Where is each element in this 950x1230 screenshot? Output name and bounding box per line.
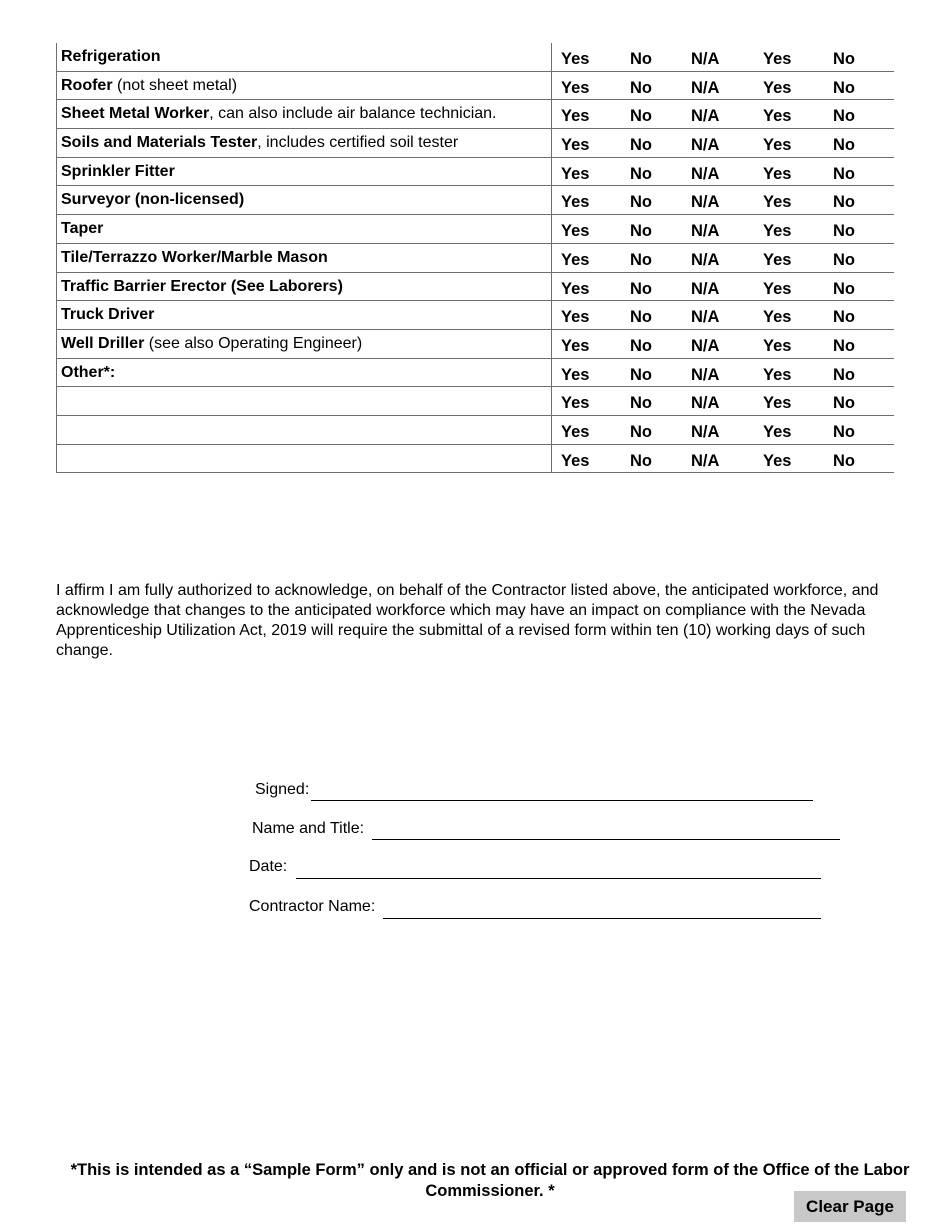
option-no-1[interactable]: No [630,451,652,470]
option-na-2[interactable]: N/A [691,422,720,441]
option-yes-3[interactable]: Yes [763,50,792,68]
option-na-2[interactable]: N/A [691,451,720,470]
option-no-4[interactable]: No [833,193,855,212]
trade-table [56,43,894,473]
option-yes-0[interactable]: Yes [561,451,590,470]
trade-name-cell [57,43,552,71]
trade-name-cell [57,186,552,214]
option-no-4[interactable]: No [833,78,855,97]
option-yes-3[interactable]: Yes [763,451,792,470]
option-yes-3[interactable]: Yes [763,394,792,413]
option-yes-3[interactable]: Yes [763,193,792,212]
trade-name: Tile/Terrazzo Worker/Marble Mason [61,248,328,266]
contractor-name-label: Contractor Name: [249,898,376,915]
date-line[interactable] [296,878,821,879]
option-na-2[interactable]: N/A [691,308,720,327]
affirmation-text: I affirm I am fully authorized to acknowledge, on behalf of the Contractor listed above, the anticipated workforce, and acknowledge that changes to the anticipated workforce which may have an impact on compliance with the Nevada Apprenticeship Utilization Act, 2019 will require the submittal of a revised form within ten (10) working days of such change. [56,582,879,659]
option-no-1[interactable]: No [630,50,652,68]
table-row [56,416,894,445]
option-yes-0[interactable]: Yes [561,193,590,212]
option-no-1[interactable]: No [630,107,652,126]
option-yes-0[interactable]: Yes [561,50,590,68]
option-no-1[interactable]: No [630,336,652,355]
option-no-1[interactable]: No [630,250,652,269]
trade-name-cell [57,215,552,243]
clear-page-button[interactable]: Clear Page [794,1191,906,1222]
contractor-name-line[interactable] [383,918,821,919]
option-na-2[interactable]: N/A [691,78,720,97]
trade-name-cell [57,129,552,157]
table-row [56,72,894,101]
table-row [56,387,894,416]
option-yes-3[interactable]: Yes [763,164,792,183]
trade-note: (not sheet metal) [112,76,238,94]
trade-name: Refrigeration [61,48,161,65]
option-no-1[interactable]: No [630,365,652,384]
table-row [56,158,894,187]
trade-name-cell [57,72,552,100]
trade-name-cell [57,158,552,186]
option-na-2[interactable]: N/A [691,136,720,155]
table-row [56,186,894,215]
signed-field[interactable] [255,781,309,799]
trade-note: (see also Operating Engineer) [144,334,363,352]
option-yes-0[interactable]: Yes [561,250,590,269]
option-no-4[interactable]: No [833,451,855,470]
name-title-label: Name and Title: [252,820,365,837]
trade-name: Sprinkler Fitter [61,162,175,180]
table-row [56,215,894,244]
trade-name-cell [57,445,552,473]
trade-note: , can also include air balance technician. [209,105,497,123]
table-row [56,445,894,474]
option-yes-0[interactable]: Yes [561,422,590,441]
trade-name-cell [57,244,552,272]
option-no-1[interactable]: No [630,422,652,441]
name-title-field[interactable] [252,820,364,838]
option-no-4[interactable]: No [833,365,855,384]
trade-name-cell [57,100,552,128]
trade-name: Traffic Barrier Erector (See Laborers) [61,277,343,295]
option-yes-0[interactable]: Yes [561,308,590,327]
option-na-2[interactable]: N/A [691,107,720,126]
option-na-2[interactable]: N/A [691,164,720,183]
date-field[interactable] [249,858,287,876]
option-yes-0[interactable]: Yes [561,336,590,355]
name-title-line[interactable] [372,839,840,840]
option-na-2[interactable]: N/A [691,336,720,355]
option-no-4[interactable]: No [833,107,855,126]
signed-label: Signed: [255,781,310,798]
option-yes-3[interactable]: Yes [763,250,792,269]
option-yes-0[interactable]: Yes [561,107,590,126]
option-no-4[interactable]: No [833,250,855,269]
signed-line[interactable] [311,800,813,801]
option-yes-3[interactable]: Yes [763,136,792,155]
trade-name: Soils and Materials Tester [61,134,258,152]
option-no-4[interactable]: No [833,50,855,68]
trade-name-cell [57,273,552,301]
option-yes-3[interactable]: Yes [763,365,792,384]
option-na-2[interactable]: N/A [691,250,720,269]
trade-name: Taper [61,220,104,238]
option-na-2[interactable]: N/A [691,222,720,241]
trade-name: Roofer [61,76,113,94]
date-label: Date: [249,858,288,875]
table-row [56,273,894,302]
trade-name: Other*: [61,363,116,381]
option-yes-3[interactable]: Yes [763,222,792,241]
table-row [56,43,894,72]
option-yes-3[interactable]: Yes [763,279,792,298]
option-yes-0[interactable]: Yes [561,394,590,413]
table-row [56,244,894,273]
option-na-2[interactable]: N/A [691,365,720,384]
option-yes-0[interactable]: Yes [561,222,590,241]
option-no-1[interactable]: No [630,78,652,97]
option-na-2[interactable]: N/A [691,394,720,413]
contractor-name-field[interactable] [249,898,375,916]
table-row [56,301,894,330]
option-no-1[interactable]: No [630,164,652,183]
trade-name: Sheet Metal Worker [61,105,210,123]
option-na-2[interactable]: N/A [691,193,720,212]
option-no-4[interactable]: No [833,336,855,355]
trade-name: Surveyor (non-licensed) [61,191,245,209]
option-yes-0[interactable]: Yes [561,279,590,298]
table-row [56,100,894,129]
option-no-1[interactable]: No [630,222,652,241]
option-na-2[interactable]: N/A [691,279,720,298]
sample-form-note: *This is intended as a “Sample Form” only and is not an official or approved form of the Office of the Labor Commissioner. * [70,1161,910,1200]
option-no-4[interactable]: No [833,422,855,441]
table-row [56,359,894,388]
option-no-4[interactable]: No [833,164,855,183]
option-yes-0[interactable]: Yes [561,136,590,155]
trade-name: Truck Driver [61,306,155,324]
option-yes-3[interactable]: Yes [763,336,792,355]
option-yes-3[interactable]: Yes [763,308,792,327]
option-no-4[interactable]: No [833,279,855,298]
option-no-1[interactable]: No [630,136,652,155]
option-no-4[interactable]: No [833,222,855,241]
trade-name-cell [57,301,552,329]
option-yes-0[interactable]: Yes [561,164,590,183]
option-na-2[interactable]: N/A [691,50,720,68]
trade-note: , includes certified soil tester [257,134,459,152]
option-no-1[interactable]: No [630,394,652,413]
option-yes-3[interactable]: Yes [763,78,792,97]
option-yes-3[interactable]: Yes [763,422,792,441]
trade-name-cell [57,416,552,444]
trade-name-cell [57,359,552,387]
trade-name-cell [57,330,552,358]
table-row [56,330,894,359]
option-no-4[interactable]: No [833,394,855,413]
trade-name: Well Driller [61,334,145,352]
option-no-4[interactable]: No [833,308,855,327]
option-no-4[interactable]: No [833,136,855,155]
trade-name-cell [57,387,552,415]
table-row [56,129,894,158]
option-yes-0[interactable]: Yes [561,78,590,97]
option-no-1[interactable]: No [630,193,652,212]
option-yes-0[interactable]: Yes [561,365,590,384]
option-no-1[interactable]: No [630,279,652,298]
option-yes-3[interactable]: Yes [763,107,792,126]
option-no-1[interactable]: No [630,308,652,327]
